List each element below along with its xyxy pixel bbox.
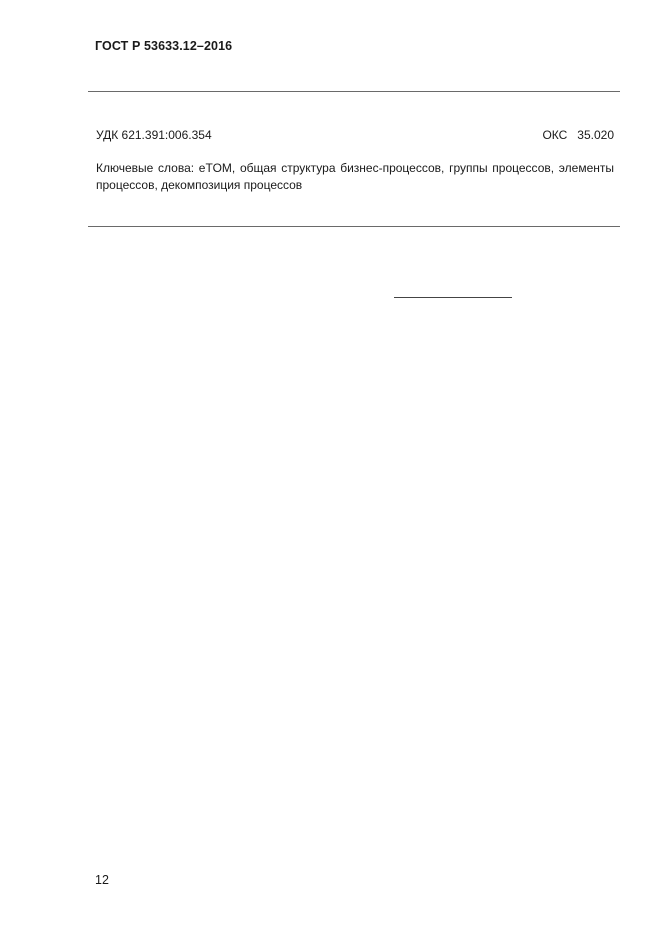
- page-number: 12: [95, 873, 109, 887]
- document-code: ГОСТ Р 53633.12–2016: [95, 39, 233, 53]
- udk-code: УДК 621.391:006.354: [96, 128, 212, 142]
- keywords-paragraph: Ключевые слова: eTOM, общая структура бизнес-процессов, группы процессов, элементы процессов, декомпозиция процессов: [96, 161, 614, 192]
- end-of-document-line: [394, 297, 512, 298]
- oks-code: ОКС 35.020: [542, 128, 614, 142]
- bottom-divider: [88, 226, 620, 227]
- top-divider: [88, 91, 620, 92]
